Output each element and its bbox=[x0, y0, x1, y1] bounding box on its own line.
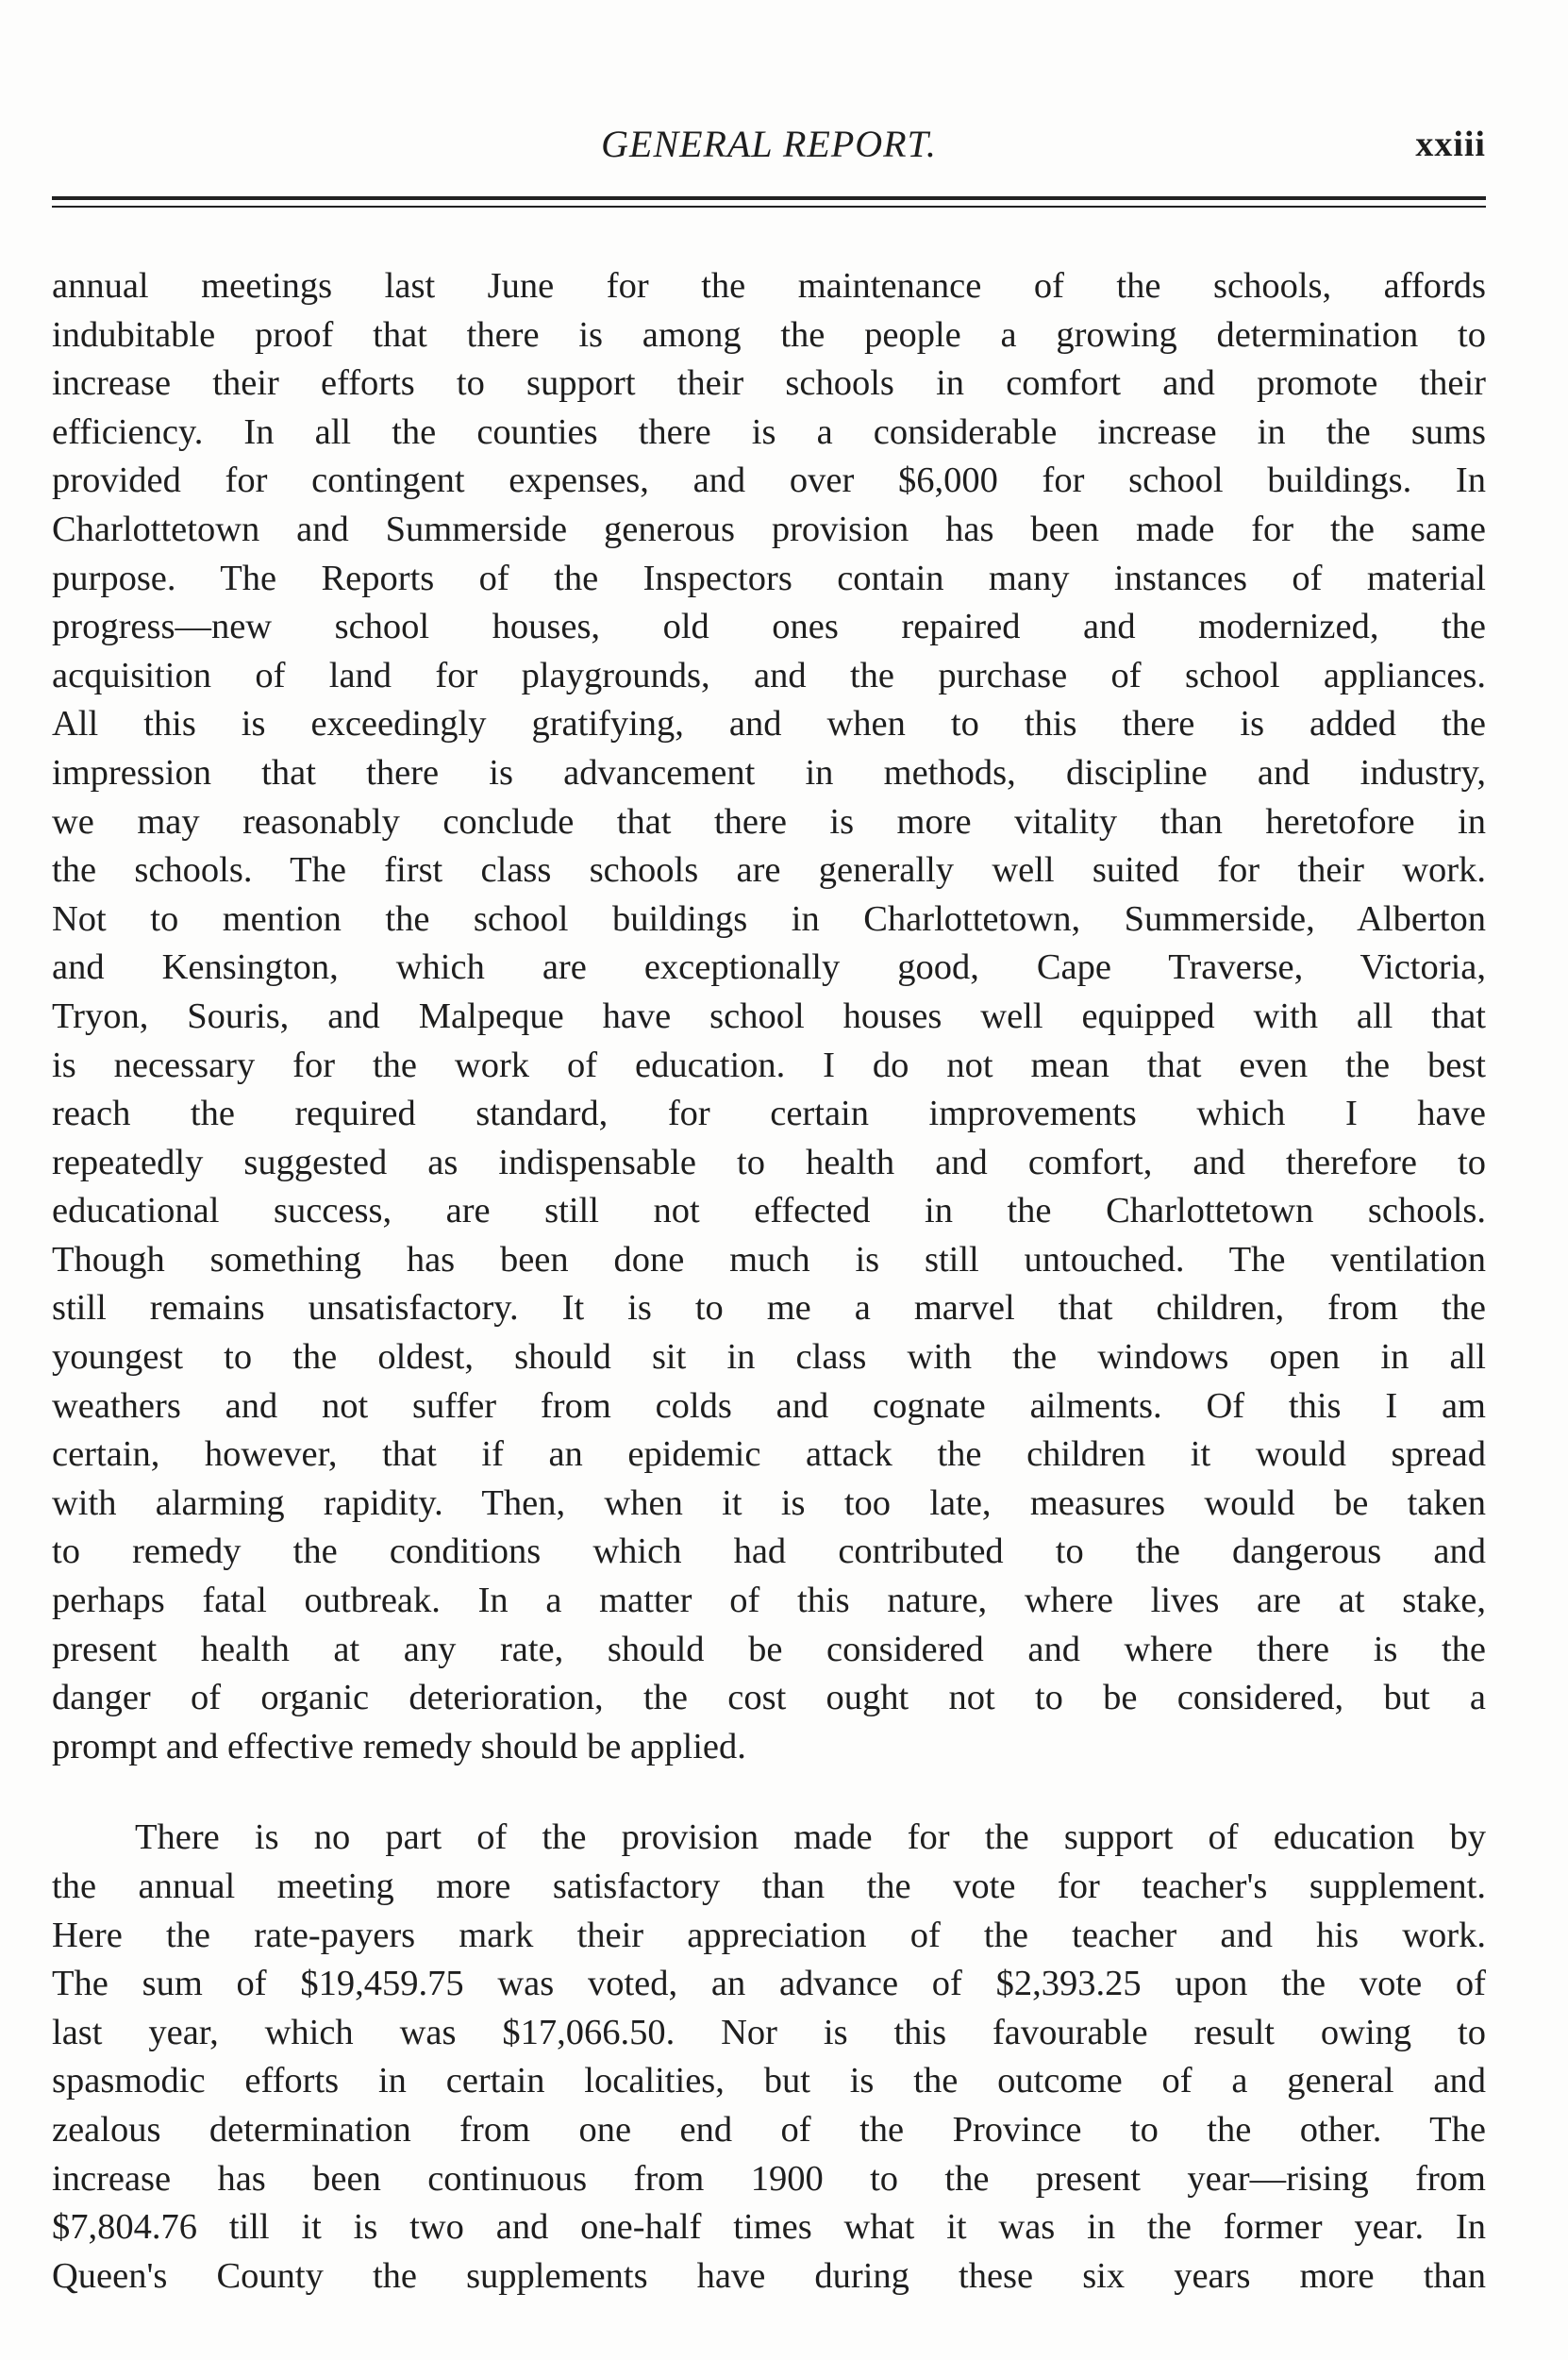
text-line: Though something has been done much is still untouched. The ventilation bbox=[52, 1239, 1486, 1280]
text-line: we may reasonably conclude that there is more vitality than heretofore in bbox=[52, 801, 1486, 842]
running-header bbox=[52, 121, 1486, 177]
running-title: GENERAL REPORT. bbox=[601, 123, 937, 165]
paragraph-gap bbox=[52, 1771, 1486, 1814]
text-line: Tryon, Souris, and Malpeque have school houses well equipped with all that bbox=[52, 996, 1486, 1036]
text-line: and Kensington, which are exceptionally good, Cape Traverse, Victoria, bbox=[52, 947, 1486, 988]
text-line: is necessary for the work of education. I do not mean that even the best bbox=[52, 1045, 1486, 1085]
text-line: progress—new school houses, old ones repaired and modernized, the bbox=[52, 607, 1486, 647]
text-line: last year, which was $17,066.50. Nor is this favourable result owing to bbox=[52, 2012, 1486, 2052]
header-rule-thick bbox=[52, 196, 1486, 200]
text-line: Here the rate-payers mark their appreciation of the teacher and his work. bbox=[52, 1915, 1486, 1955]
text-line: spasmodic efforts in certain localities, but is the outcome of a general and bbox=[52, 2061, 1486, 2101]
text-line: All this is exceedingly gratifying, and when to this there is added the bbox=[52, 704, 1486, 745]
text-line: efficiency. In all the counties there is a considerable increase in the sums bbox=[52, 411, 1486, 452]
paragraph-2 bbox=[52, 1814, 1486, 2301]
text-line: There is no part of the provision made for the support of education by bbox=[135, 1817, 1486, 1858]
text-line: repeatedly suggested as indispensable to health and comfort, and therefore to bbox=[52, 1142, 1486, 1182]
text-line: annual meetings last June for the maintenance of the schools, affords bbox=[52, 266, 1486, 306]
header-rule-thin bbox=[52, 206, 1486, 208]
text-line: the schools. The first class schools are generally well suited for their work. bbox=[52, 850, 1486, 891]
text-line: increase their efforts to support their schools in comfort and promote their bbox=[52, 363, 1486, 404]
text-line: indubitable proof that there is among the people a growing determination to bbox=[52, 314, 1486, 355]
text-line: weathers and not suffer from colds and cognate ailments. Of this I am bbox=[52, 1385, 1486, 1426]
text-line: educational success, are still not effected in the Charlottetown schools. bbox=[52, 1191, 1486, 1231]
text-line: Not to mention the school buildings in Charlottetown, Summerside, Alberton bbox=[52, 898, 1486, 939]
text-line: perhaps fatal outbreak. In a matter of this nature, where lives are at stake, bbox=[52, 1581, 1486, 1621]
text-line: certain, however, that if an epidemic attack the children it would spread bbox=[52, 1434, 1486, 1475]
text-line: acquisition of land for playgrounds, and the purchase of school appliances. bbox=[52, 655, 1486, 695]
text-line: impression that there is advancement in methods, discipline and industry, bbox=[52, 752, 1486, 793]
text-line: The sum of $19,459.75 was voted, an advance of $2,393.25 upon the vote of bbox=[52, 1964, 1486, 2004]
text-line: zealous determination from one end of the Province to the other. The bbox=[52, 2109, 1486, 2150]
page-number: xxiii bbox=[1415, 125, 1486, 164]
text-line: Charlottetown and Summerside generous provision has been made for the same bbox=[52, 509, 1486, 549]
text-line: $7,804.76 till it is two and one-half times what it was in the former year. In bbox=[52, 2207, 1486, 2248]
text-line: provided for contingent expenses, and over $6,000 for school buildings. In bbox=[52, 460, 1486, 501]
text-line: still remains unsatisfactory. It is to me a marvel that children, from the bbox=[52, 1288, 1486, 1329]
body-text bbox=[52, 262, 1486, 2301]
text-line: to remedy the conditions which had contributed to the dangerous and bbox=[52, 1531, 1486, 1572]
text-line: increase has been continuous from 1900 to the present year—rising from bbox=[52, 2158, 1486, 2199]
text-line: with alarming rapidity. Then, when it is too late, measures would be taken bbox=[52, 1482, 1486, 1523]
text-line: danger of organic deterioration, the cost ought not to be considered, but a bbox=[52, 1678, 1486, 1718]
text-line: prompt and effective remedy should be applied. bbox=[52, 1726, 746, 1766]
text-line: the annual meeting more satisfactory than the vote for teacher's supplement. bbox=[52, 1866, 1486, 1906]
text-line: Queen's County the supplements have during these six years more than bbox=[52, 2255, 1486, 2296]
text-line: present health at any rate, should be considered and where there is the bbox=[52, 1629, 1486, 1669]
text-line: purpose. The Reports of the Inspectors contain many instances of material bbox=[52, 558, 1486, 598]
paragraph-1 bbox=[52, 262, 1486, 1771]
text-line: youngest to the oldest, should sit in class with the windows open in all bbox=[52, 1337, 1486, 1378]
text-line: reach the required standard, for certain improvements which I have bbox=[52, 1094, 1486, 1134]
